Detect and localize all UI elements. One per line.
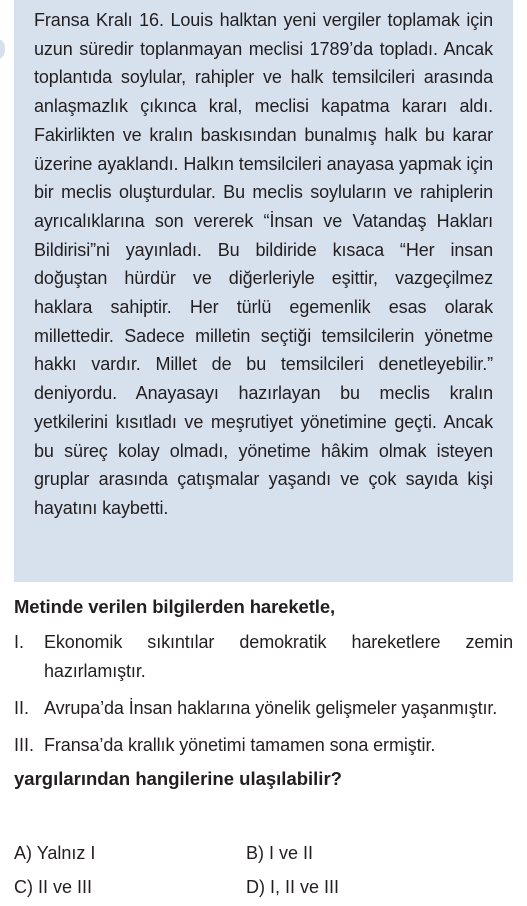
- option-label: B): [246, 843, 264, 863]
- statement-text: Avrupa’da İnsan haklarına yönelik gelişmeler yaşanmıştır.: [44, 698, 498, 718]
- statement-number: III.: [14, 735, 35, 755]
- statement-1: [14, 628, 513, 686]
- question-stem: Metinde verilen bilgilerden hareketle,: [14, 596, 336, 617]
- option-c[interactable]: [14, 872, 246, 902]
- reading-passage-box: [14, 0, 513, 582]
- answer-options: [14, 838, 494, 906]
- option-label: C): [14, 877, 33, 897]
- reading-passage-text: Fransa Kralı 16. Louis halktan yeni vergiler toplamak için uzun süredir toplanmayan meclisi 1789’da topladı. Ancak toplantıda soylular, rahipler ve halk temsilcileri arasında anlaşmazlık çıkınca kral, meclisi kapatma kararı aldı. Fakirlikten ve kralın baskısından bunalmış halk bu karar üzerine ayaklandı. Halkın temsilcileri anayasa yapmak için bir meclis oluşturdular. Bu meclis soyluların ve rahiplerin ayrıcalıklarına son vererek “İnsan ve Vatandaş Hakları Bildirisi”ni yayınladı. Bu bildiride kısaca “Her insan doğuştan hürdür ve diğerleriyle eşittir, vazgeçilmez haklara sahiptir. Her türlü egemenlik esas olarak millettedir. Sadece milletin seçtiği temsilcilerin yönetme hakkı vardır. Millet de bu temsilcileri denetleyebilir.” deniyordu. Anayasayı hazırlayan bu meclis kralın yetkilerini kısıtladı ve meşrutiyet yönetimine geçti. Ancak bu süreç kolay olmadı, yönetime hâkim olmak isteyen gruplar arasında çatışmalar yaşandı ve çok sayıda kişi hayatını kaybetti.: [34, 10, 493, 518]
- option-text: II ve III: [38, 877, 93, 897]
- statement-2: [14, 694, 513, 723]
- question-ending: yargılarından hangilerine ulaşılabilir?: [14, 768, 342, 789]
- option-text: I, II ve III: [270, 877, 340, 897]
- statement-3: [14, 731, 513, 760]
- option-row: [14, 838, 494, 868]
- question-area: [14, 594, 513, 792]
- option-row: [14, 872, 494, 902]
- statement-text: Ekonomik sıkıntılar demokratik hareketlere zemin hazırlamıştır.: [44, 632, 513, 681]
- statement-number: II.: [14, 698, 30, 718]
- option-a[interactable]: [14, 838, 246, 868]
- option-text: Yalnız I: [36, 843, 96, 863]
- option-label: A): [14, 843, 32, 863]
- option-text: I ve II: [269, 843, 314, 863]
- option-b[interactable]: [246, 838, 478, 868]
- statement-number: I.: [14, 632, 25, 652]
- page-edge-tab: [0, 38, 5, 60]
- option-label: D): [246, 877, 265, 897]
- option-d[interactable]: [246, 872, 478, 902]
- statement-text: Fransa’da krallık yönetimi tamamen sona ermiştir.: [44, 735, 436, 755]
